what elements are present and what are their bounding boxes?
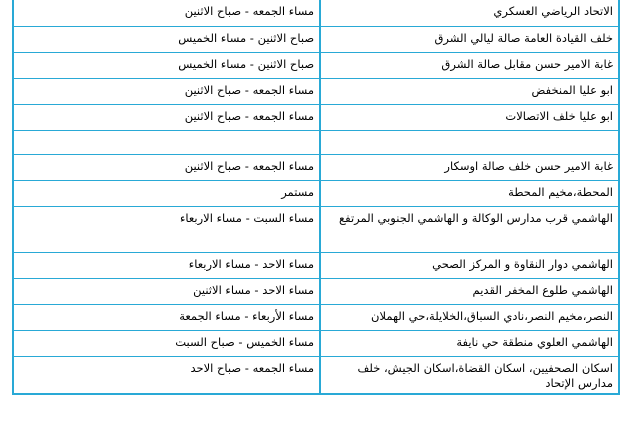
table-row bbox=[13, 180, 619, 206]
location-cell bbox=[320, 130, 619, 154]
time-cell: صباح الاثنين - مساء الخميس bbox=[13, 52, 320, 78]
time-cell: مساء الجمعه - صباح الاحد bbox=[13, 356, 320, 394]
table-row bbox=[13, 154, 619, 180]
time-cell: مساء الجمعه - صباح الاثنين bbox=[13, 154, 320, 180]
time-cell: مستمر bbox=[13, 180, 320, 206]
table-row bbox=[13, 0, 619, 26]
table-row bbox=[13, 278, 619, 304]
schedule-table bbox=[12, 0, 620, 395]
location-cell: غابة الامير حسن خلف صالة اوسكار bbox=[320, 154, 619, 180]
location-cell: الاتحاد الرياضي العسكري bbox=[320, 0, 619, 26]
table-row bbox=[13, 104, 619, 130]
location-cell: ابو عليا خلف الاتصالات bbox=[320, 104, 619, 130]
schedule-table-body bbox=[13, 0, 619, 394]
location-cell: خلف القيادة العامة صالة ليالي الشرق bbox=[320, 26, 619, 52]
location-cell: المحطة،مخيم المحطة bbox=[320, 180, 619, 206]
table-row bbox=[13, 52, 619, 78]
location-cell: النصر،مخيم النصر،نادي السباق،الخلايلة،حي الهملان bbox=[320, 304, 619, 330]
time-cell: صباح الاثنين - مساء الخميس bbox=[13, 26, 320, 52]
time-cell: مساء الجمعه - صباح الاثنين bbox=[13, 0, 320, 26]
time-cell: مساء الأربعاء - مساء الجمعة bbox=[13, 304, 320, 330]
location-cell: الهاشمي دوار النقاوة و المركز الصحي bbox=[320, 252, 619, 278]
table-row bbox=[13, 26, 619, 52]
table-row bbox=[13, 252, 619, 278]
table-row bbox=[13, 356, 619, 394]
time-cell bbox=[13, 130, 320, 154]
location-cell: الهاشمي قرب مدارس الوكالة و الهاشمي الجنوبي المرتفع bbox=[320, 206, 619, 252]
table-row bbox=[13, 78, 619, 104]
time-cell: مساء الخميس - صباح السبت bbox=[13, 330, 320, 356]
time-cell: مساء الجمعه - صباح الاثنين bbox=[13, 78, 320, 104]
location-cell: غابة الامير حسن مقابل صالة الشرق bbox=[320, 52, 619, 78]
table-row bbox=[13, 206, 619, 252]
location-cell: الهاشمي طلوع المخفر القديم bbox=[320, 278, 619, 304]
location-cell: ابو عليا المنخفض bbox=[320, 78, 619, 104]
time-cell: مساء الاحد - مساء الاثنين bbox=[13, 278, 320, 304]
location-cell: الهاشمي العلوي منطقة حي نايفة bbox=[320, 330, 619, 356]
location-cell: اسكان الصحفيين، اسكان القضاة،اسكان الجيش، خلف مدارس الإتحاد bbox=[320, 356, 619, 394]
time-cell: مساء الاحد - مساء الاربعاء bbox=[13, 252, 320, 278]
table-row bbox=[13, 130, 619, 154]
table-row bbox=[13, 304, 619, 330]
time-cell: مساء الجمعه - صباح الاثنين bbox=[13, 104, 320, 130]
table-row bbox=[13, 330, 619, 356]
time-cell: مساء السبت - مساء الاربعاء bbox=[13, 206, 320, 252]
